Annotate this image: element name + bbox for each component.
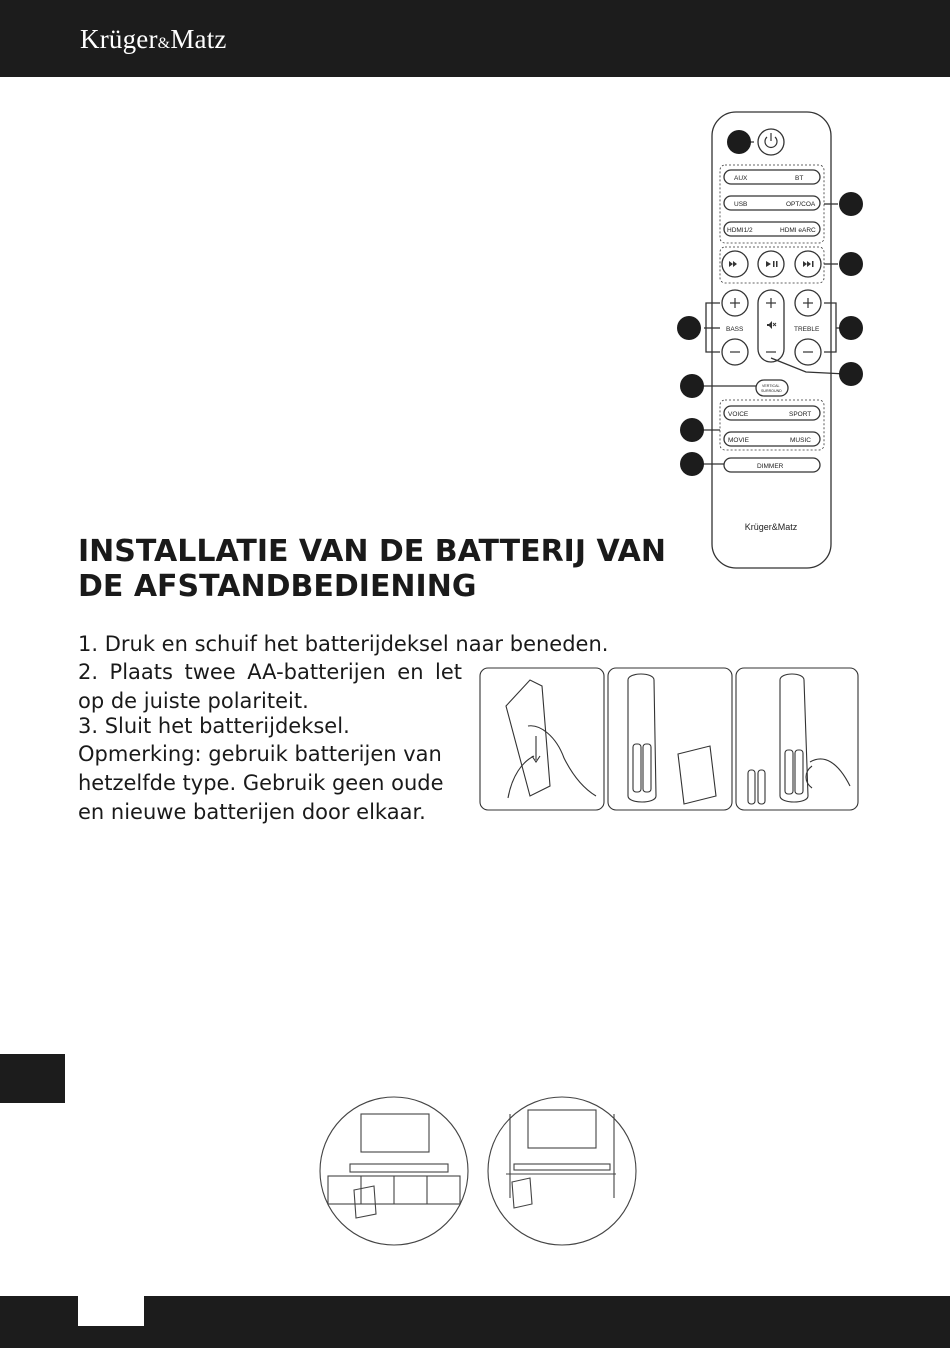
svg-text:AUX: AUX — [734, 175, 748, 182]
previous-icon — [729, 261, 737, 267]
svg-text:BT: BT — [795, 175, 804, 182]
mute-icon — [767, 321, 776, 329]
side-language-tab — [0, 1054, 65, 1103]
power-icon — [765, 133, 777, 147]
next-icon — [803, 261, 814, 267]
step-2-panel — [608, 668, 732, 810]
svg-text:SURROUND: SURROUND — [761, 389, 782, 393]
svg-text:OPT/COA: OPT/COA — [786, 201, 816, 208]
page-number-box — [78, 1296, 144, 1326]
svg-text:HDMI1/2: HDMI1/2 — [727, 227, 753, 234]
step-3: 3. Sluit het batterijdeksel. — [78, 714, 350, 738]
svg-text:DIMMER: DIMMER — [757, 463, 784, 470]
step-2: 2. Plaats twee AA-batterijen en let op de juiste polariteit. — [78, 660, 462, 713]
svg-text:BASS: BASS — [726, 326, 744, 333]
svg-text:USB: USB — [734, 201, 748, 208]
brand-logo: Krüger&Matz — [80, 24, 227, 54]
step-3-panel — [736, 668, 858, 810]
svg-text:HDMI eARC: HDMI eARC — [780, 227, 816, 234]
svg-text:TREBLE: TREBLE — [794, 326, 820, 333]
svg-text:MOVIE: MOVIE — [728, 437, 749, 444]
svg-text:SPORT: SPORT — [789, 411, 812, 418]
media-icons — [729, 261, 814, 267]
placement-circle-1 — [320, 1097, 468, 1245]
note-text: Opmerking: gebruik batterijen van hetzelfde type. Gebruik geen oude en nieuwe batterijen door elkaar. — [78, 742, 444, 824]
remote-control-diagram — [676, 110, 876, 578]
placement-illustration — [316, 1094, 640, 1250]
battery-steps-illustration — [478, 666, 862, 814]
svg-text:VOICE: VOICE — [728, 411, 749, 418]
svg-text:MUSIC: MUSIC — [790, 437, 811, 444]
step-1: 1. Druk en schuif het batterijdeksel naar beneden. — [78, 632, 609, 656]
section-heading: INSTALLATIE VAN DE BATTERIJ VAN DE AFSTANDBEDIENING — [78, 534, 666, 604]
remote-brand-logo: Krüger&Matz — [744, 522, 798, 532]
play-pause-icon — [766, 261, 778, 267]
svg-text:VERTICAL: VERTICAL — [762, 384, 780, 388]
power-button — [758, 129, 784, 155]
